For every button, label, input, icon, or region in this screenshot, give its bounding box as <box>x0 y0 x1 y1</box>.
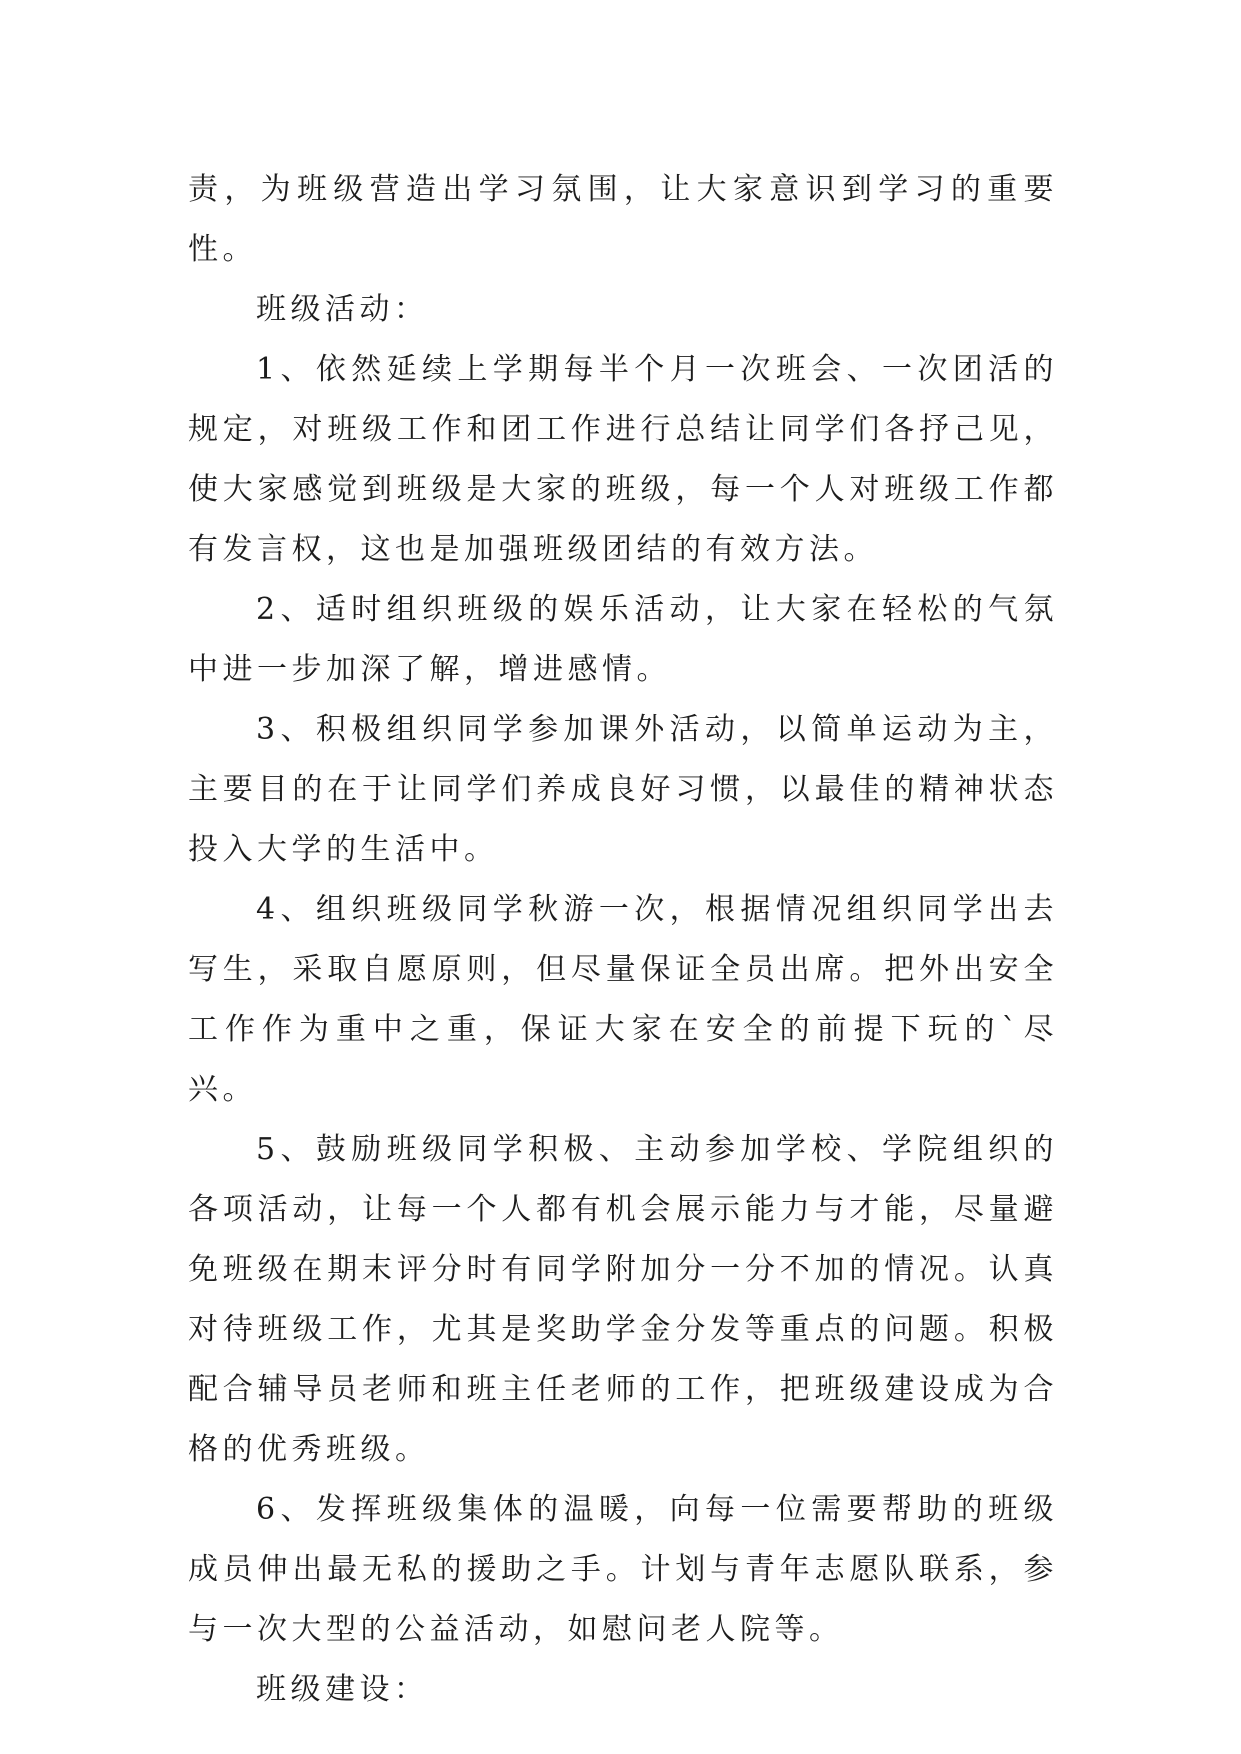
paragraph-item-2: 2、适时组织班级的娱乐活动，让大家在轻松的气氛中进一步加深了解，增进感情。 <box>188 592 1058 687</box>
section-heading-class-activities: 班级活动： <box>256 292 429 327</box>
paragraph-item-4: 4、组织班级同学秋游一次，根据情况组织同学出去写生，采取自愿原则，但尽量保证全员出席。把外出安全工作作为重中之重，保证大家在安全的前提下玩的`尽兴。 <box>188 892 1058 1107</box>
section-heading-class-building: 班级建设： <box>256 1672 429 1707</box>
document-body <box>188 160 1058 1720</box>
paragraph-item-3: 3、积极组织同学参加课外活动，以简单运动为主，主要目的在于让同学们养成良好习惯，以最佳的精神状态投入大学的生活中。 <box>188 712 1058 867</box>
paragraph-item-5: 5、鼓励班级同学积极、主动参加学校、学院组织的各项活动，让每一个人都有机会展示能力与才能，尽量避免班级在期末评分时有同学附加分一分不加的情况。认真对待班级工作，尤其是奖助学金分发等重点的问题。积极配合辅导员老师和班主任老师的工作，把班级建设成为合格的优秀班级。 <box>188 1132 1058 1467</box>
paragraph-continuation: 责，为班级营造出学习氛围，让大家意识到学习的重要性。 <box>188 172 1058 267</box>
paragraph-item-1: 1、依然延续上学期每半个月一次班会、一次团活的规定，对班级工作和团工作进行总结让同学们各抒己见，使大家感觉到班级是大家的班级，每一个人对班级工作都有发言权，这也是加强班级团结的有效方法。 <box>188 352 1058 567</box>
paragraph-item-6: 6、发挥班级集体的温暖，向每一位需要帮助的班级成员伸出最无私的援助之手。计划与青年志愿队联系，参与一次大型的公益活动，如慰问老人院等。 <box>188 1492 1058 1647</box>
